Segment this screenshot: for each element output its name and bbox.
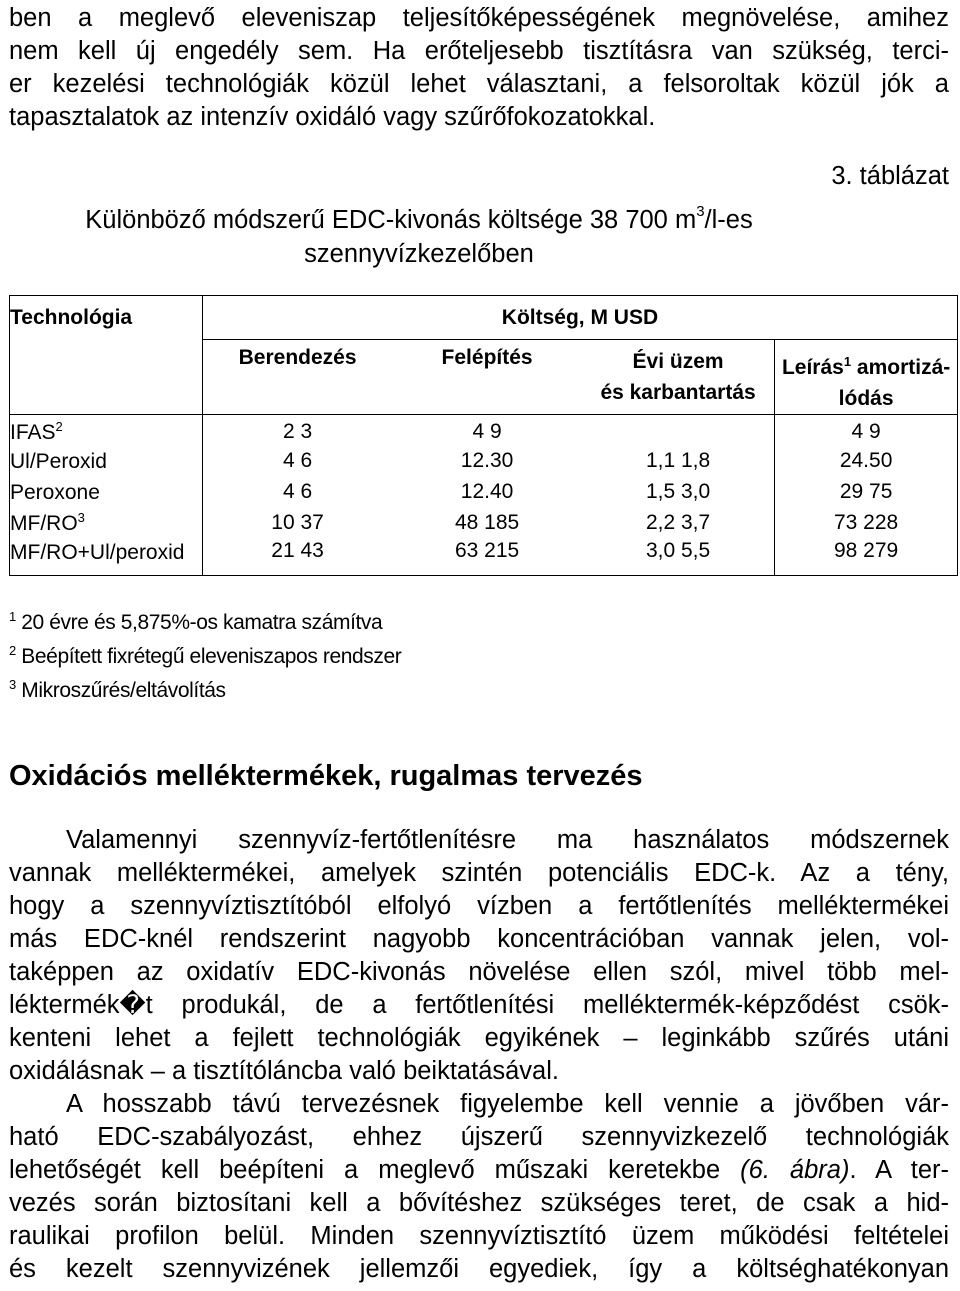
section-body — [9, 824, 949, 1286]
intro-line: tapasztalatok az intenzív oxidáló vagy szűrőfokozatokkal. — [9, 103, 656, 131]
intro-paragraph — [9, 2, 949, 134]
footnote: $^2$ Beépített fixrétegű eleveniszapos rendszer — [9, 643, 402, 668]
header-technology: Technológia — [10, 296, 203, 340]
footnote: $^3$ Mikroszűrés/eltávolítás — [9, 677, 226, 702]
paragraph-1: Valamennyi szennyvíz-fertőtlenítésre ma használatos módszernek vannak melléktermékei, amelyek szintén potenciális EDC-k. Az a tény, hogy a szennyvíztisztítóból elfolyó vízben a fertőtlenítés melléktermékei más EDC-knél rendszerint nagyobb koncentrációban vannak jelen, vol- taképpen az oxidatív EDC-kivonás növelése ellen szól, mivel több mel- léktermék�t produkál, de a fertőtlenítési melléktermék-képződést csök- kenteni lehet a fejlett technológiák egyikének – leginkább szűrés utáni oxidálásnak – a tisztítóláncba való beiktatásával. — [9, 826, 949, 1085]
table-row: MF/RO+Ul/peroxid 21 43 63 215 3,0 5,5 98 279 — [10, 539, 958, 576]
table-row: IFAS$^2$ 2 3 4 9 4 9 — [10, 415, 958, 446]
footnote: $^1$ 20 évre és 5,875%-os kamatra számítva — [9, 609, 383, 634]
table-row: $MF/RO^3$ 10 37 48 185 2,2 3,7 73 228 — [10, 508, 958, 539]
intro-line: nem kell új engedély sem. Ha erőteljesebb tisztításra van szükség, terci- — [9, 37, 949, 65]
section-heading: Oxidációs melléktermékek, rugalmas tervezés — [9, 760, 643, 792]
table-row: Peroxone 4 6 12.40 1,5 3,0 29 75 — [10, 477, 958, 508]
paragraph-2: A hosszabb távú tervezésnek figyelembe kell vennie a jövőben vár- ható EDC-szabályozást, ehhez újszerű szennyvizkezelő technológiák lehetőségét kell beépíteni a meglevő műszaki keretekbe (6. ábra). A ter- vezés során biztosítani kell a bővítéshez szükséges teret, de csak a hid- raulikai profilon belül. Minden szennyvíztisztító üzem működési feltételei és kezelt szennyvizének jellemzői egyediek, így a költséghatékonyan — [9, 1090, 949, 1283]
header-cost: Költség, M USD — [202, 296, 957, 340]
header-writeoff: Leírás$^1$ amortizá- lódás — [775, 340, 958, 415]
table-title: Különböző módszerű EDC-kivonás költsége 38 700 $m^3/l-es$ szennyvízkezelőben — [85, 203, 753, 268]
intro-line: ben a meglevő eleveniszap teljesítőképességének megnövelése, amihez — [9, 4, 949, 32]
header-equipment: Berendezés — [202, 340, 392, 415]
figure-reference: (6. ábra) — [740, 1156, 850, 1184]
table-row: Ul/Peroxid 4 6 12.30 1,1 1,8 24.50 — [10, 446, 958, 477]
cost-table — [9, 295, 958, 576]
table-label: 3. táblázat — [831, 162, 949, 190]
intro-line: er kezelési technológiák közül lehet választani, a felsoroltak közül jók a — [9, 70, 949, 98]
header-operation: Évi üzem és karbantartás — [582, 340, 775, 415]
header-construction: Felépítés — [392, 340, 582, 415]
table-footnotes — [9, 603, 401, 705]
